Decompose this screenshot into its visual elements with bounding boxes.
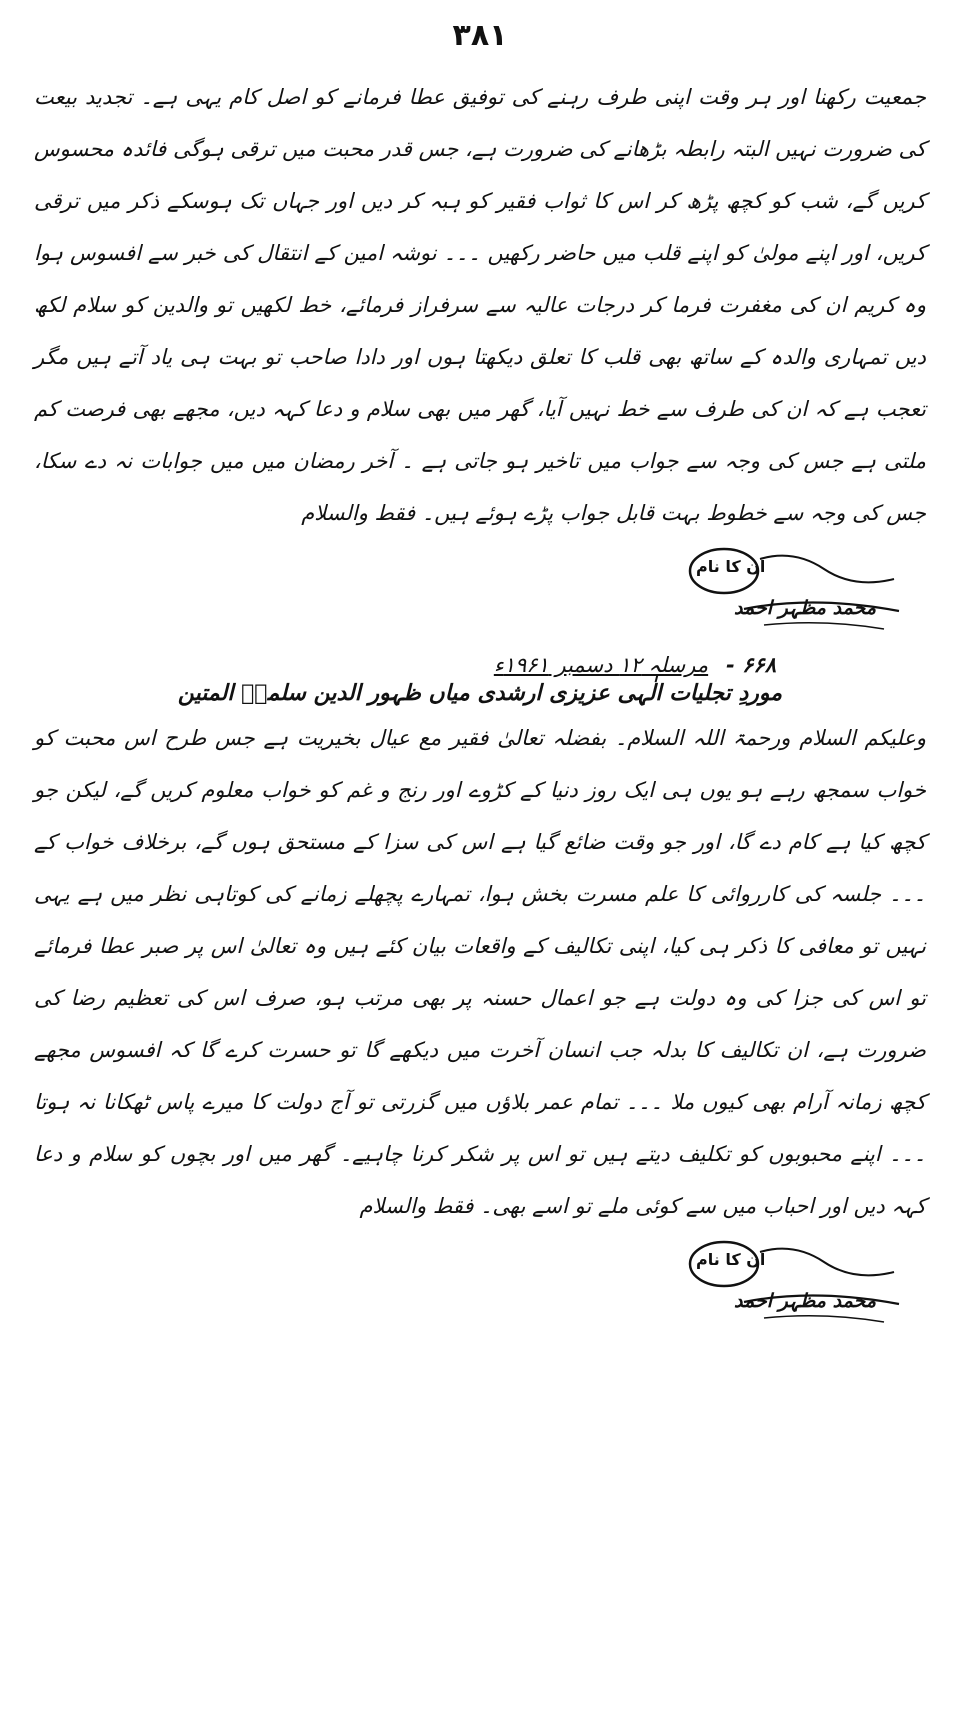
signature-text-2: محمد مظہر احمد (734, 1290, 876, 1312)
letter-date: مرسلہ ۱۲ دسمبر ۱۹۶۱ء (493, 653, 709, 677)
signature-2 (674, 1232, 914, 1332)
letter-number: ۶۶۸ - (726, 653, 776, 677)
page-number: ۳۸۱ (452, 18, 508, 53)
signature-seal-2 (674, 1232, 914, 1332)
signature-seal-1 (674, 539, 914, 639)
letter-2-body: وعلیکم السلام ورحمۃ اللہ السلام۔ بفضلہ تعالیٰ فقیر مع عیال بخیریت ہے جس طرح اس محبت کو خواب سمجھ رہے ہو یوں ہی ایک روز دنیا کے کڑوے اور رنج و غم کو خواب معلوم کریں گے، لیکن جو کچھ کیا ہے کام دے گا، اور جو وقت ضائع گیا ہے اس کی سزا کے مستحق ہوں گے، برخلاف خواب کے ۔۔۔ جلسہ کی کارروائی کا علم مسرت بخش ہوا، تمہارے پچھلے زمانے کی کوتاہی نظر میں ہے یہی نہیں تو معافی کا ذکر ہی کیا، اپنی تکالیف کے واقعات بیان کئے ہیں وہ تعالیٰ اس پر صبر عطا فرمائے تو اس کی جزا کی وہ دولت ہے جو اعمال حسنہ پر بھی مرتب ہو، صرف اس کی تعظیم رضا کی ضرورت ہے، ان تکالیف کا بدلہ جب انسان آخرت میں دیکھے گا تو حسرت کرے گا کہ افسوس مجھے کچھ زمانہ آرام بھی کیوں ملا ۔۔۔ تمام عمر بلاؤں میں گزرتی تو آج دولت کا میرے پاس ٹھکانا نہ ہوتا ۔۔۔ اپنے محبوبوں کو تکلیف دیتے ہیں تو اس پر شکر کرنا چاہیے۔ گھر میں اور بچوں کو سلام و دعا کہہ دیں اور احباب میں سے کوئی ملے تو اسے بھی۔ فقط والسلام (34, 726, 926, 1218)
letter-2-header (34, 653, 926, 677)
stamp-text-2: ان کا نام (696, 1250, 766, 1269)
stamp-text-1: ان کا نام (696, 557, 766, 576)
letter-recipient: موردِ تجلیات الٰہی عزیزی ارشدی میاں ظہور الدین سلمہٗ المتین (177, 681, 783, 706)
signature-1 (674, 539, 914, 639)
letter-1-body: جمعیت رکھنا اور ہر وقت اپنی طرف رہنے کی توفیق عطا فرمانے کو اصل کام یہی ہے۔ تجدید بیعت کی ضرورت نہیں البتہ رابطہ بڑھانے کی ضرورت ہے، جس قدر محبت میں ترقی ہوگی فائدہ محسوس کریں گے، شب کو کچھ پڑھ کر اس کا ثواب فقیر کو ہبہ کر دیں اور جہاں تک ہوسکے ذکر میں ترقی کریں، اور اپنے مولیٰ کو اپنے قلب میں حاضر رکھیں ۔۔۔ نوشہ امین کے انتقال کی خبر سے افسوس ہوا وہ کریم ان کی مغفرت فرما کر درجات عالیہ سے سرفراز فرمائے، خط لکھیں تو والدین کو سلام لکھ دیں تمہاری والدہ کے ساتھ بھی قلب کا تعلق دیکھتا ہوں اور دادا صاحب تو بہت ہی یاد آتے ہیں مگر تعجب ہے کہ ان کی طرف سے خط نہیں آیا، گھر میں بھی سلام و دعا کہہ دیں، مجھے بھی فرصت کم ملتی ہے جس کی وجہ سے جواب میں تاخیر ہو جاتی ہے ۔ آخر رمضان میں میں جوابات نہ دے سکا، جس کی وجہ سے خطوط بہت قابل جواب پڑے ہوئے ہیں۔ فقط والسلام (34, 85, 926, 525)
signature-text-1: محمد مظہر احمد (734, 597, 876, 619)
